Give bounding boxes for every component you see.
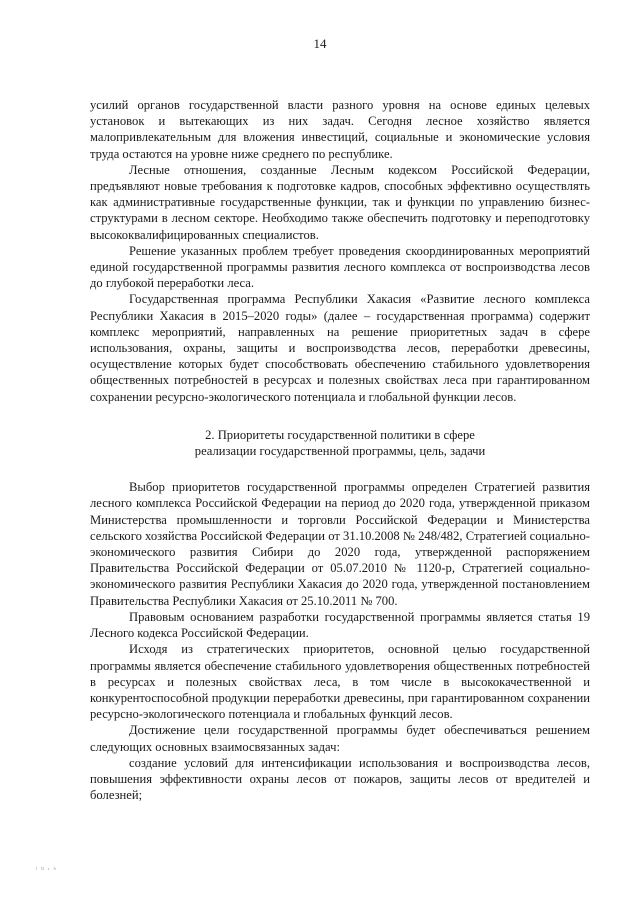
footer-mark: ᴵ ᴰ ˢ ᴬ — [36, 866, 58, 874]
paragraph: Государственная программа Республики Хакасия «Развитие лесного комплекса Республики Хакасия в 2015–2020 годы» (далее – государственная программа) содержит комплекс мероприятий, направленных на решение приоритетных задач в сфере использования, охраны, защиты и воспроизводства лесов, переработки древесины, осуществление которых будет способствовать обеспечению стабильного удовлетворения общественных потребностей в ресурсах и полезных свойствах леса при гарантированном сохранении ресурсно-экологического потенциала и глобальной функции лесов. — [90, 292, 590, 404]
paragraph: Выбор приоритетов государственной программы определен Стратегией развития лесного комплекса Российской Федерации на период до 2020 года, утвержденной приказом Министерства промышленности и торговли Российской Федерации и Министерства сельского хозяйства Российской Федерации от 31.10.2008 № 248/482, Стратегией социально-экономического развития Сибири до 2020 года, утвержденной распоряжением Правительства Российской Федерации от 05.07.2010 № 1120-р, Стратегией социально-экономического развития Республики Хакасия до 2020 года, утвержденной постановлением Правительства Республики Хакасия от 25.10.2011 № 700. — [90, 480, 590, 608]
paragraph: Правовым основанием разработки государственной программы является статья 19 Лесного кодекса Российской Федерации. — [90, 609, 590, 641]
section-heading — [90, 427, 590, 459]
section-heading-line: 2. Приоритеты государственной политики в сфере — [205, 427, 475, 442]
paragraph: Исходя из стратегических приоритетов, основной целью государственной программы является обеспечение стабильного удовлетворения общественных потребностей в ресурсах и полезных свойствах леса, в том числе в высококачественной и конкурентоспособной продукции переработки древесины, при гарантированном сохранении ресурсно-экологического потенциала и глобальных функций лесов. — [90, 642, 590, 722]
paragraph: создание условий для интенсификации использования и воспроизводства лесов, повышения эффективности охраны лесов от пожаров, защиты лесов от вредителей и болезней; — [90, 755, 590, 803]
paragraph: усилий органов государственной власти разного уровня на основе единых целевых установок и вытекающих из них задач. Сегодня лесное хозяйство является малопривлекательным для вложения инвестиций, социальные и экономические условия труда остаются на уровне ниже среднего по республике. — [90, 98, 590, 161]
paragraph: Лесные отношения, созданные Лесным кодексом Российской Федерации, предъявляют новые требования к подготовке кадров, способных эффективно осуществлять как административные государственные функции, так и функции по управлению бизнес-структурами в лесном секторе. Необходимо также обеспечить подготовку и переподготовку высококвалифицированных специалистов. — [90, 162, 590, 242]
document-body — [90, 97, 590, 803]
paragraph: Решение указанных проблем требует проведения скоординированных мероприятий единой государственной программы развития лесного комплекса от воспроизводства лесов до глубокой переработки леса. — [90, 243, 590, 291]
section-heading-line: реализации государственной программы, цель, задачи — [194, 444, 486, 459]
paragraph: Достижение цели государственной программы будет обеспечиваться решением следующих основных взаимосвязанных задач: — [90, 723, 590, 754]
page-number: 14 — [313, 36, 327, 51]
